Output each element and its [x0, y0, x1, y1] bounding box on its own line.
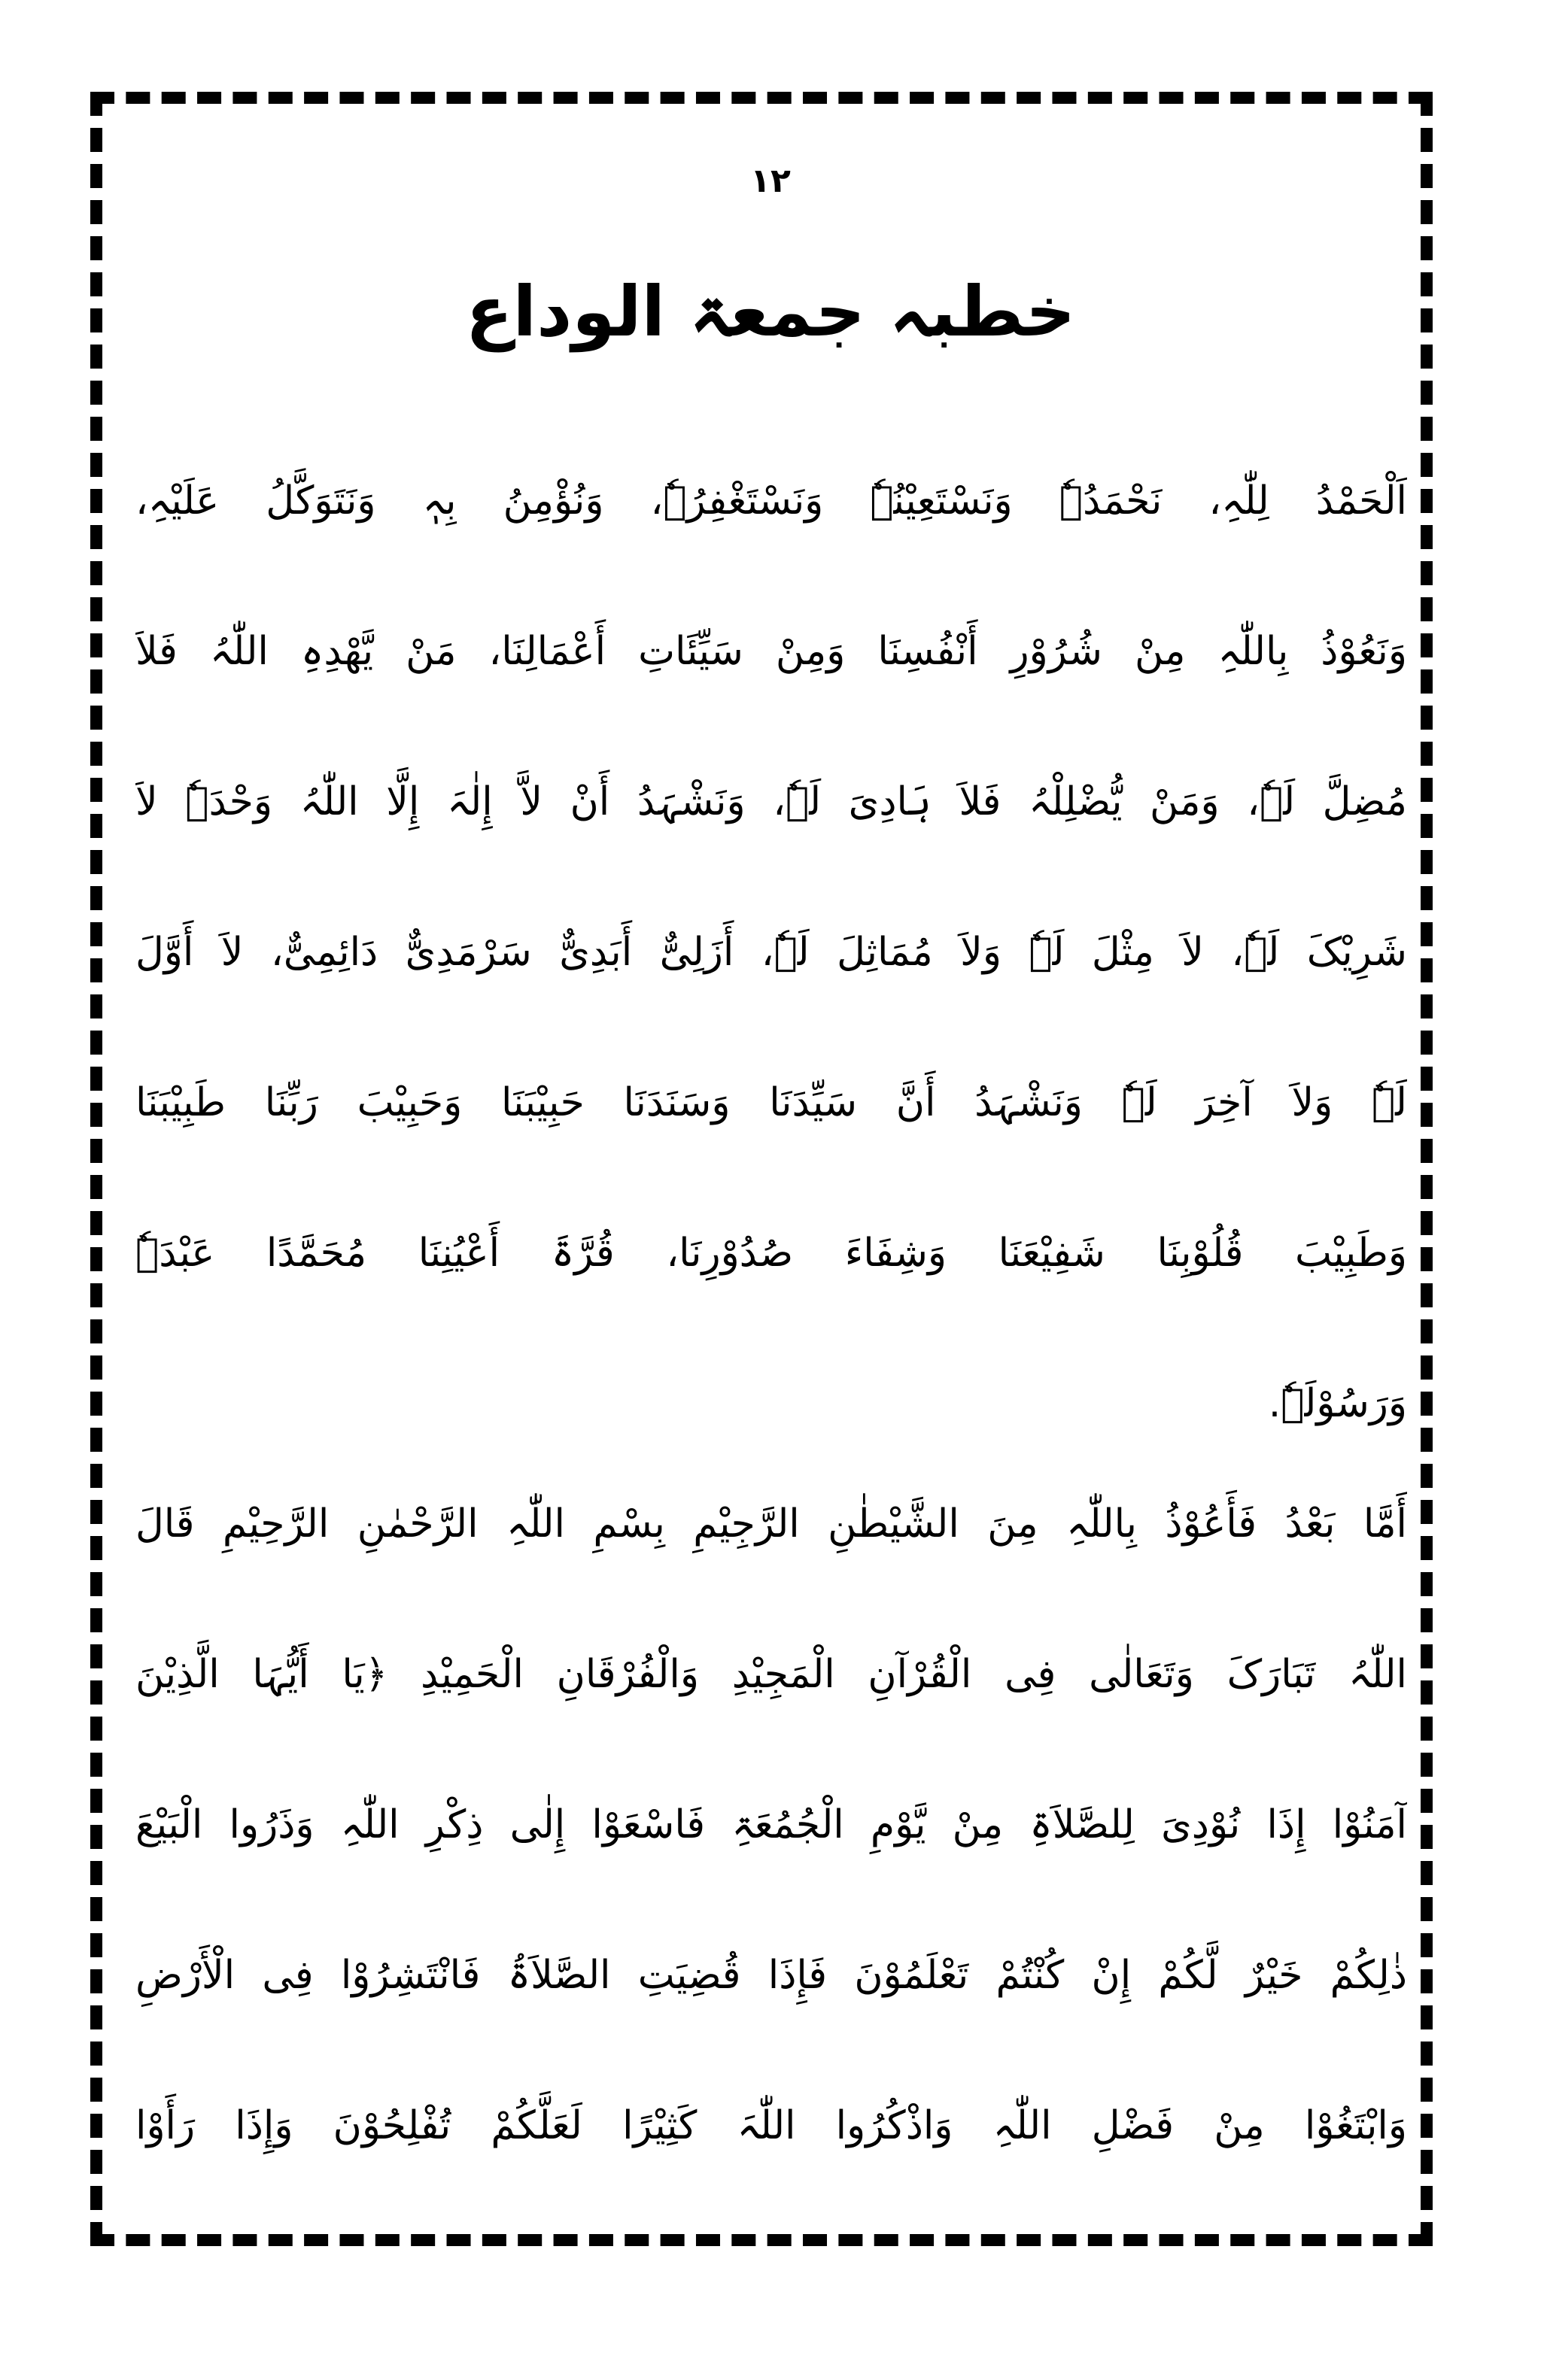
page-number: ۱۲: [750, 162, 791, 200]
paragraph-2: [135, 1449, 1407, 2201]
text-line: وَابْتَغُوْا مِنْ فَضْلِ اللّٰہِ وَاذْکُرُوا اللّٰہَ کَثِیْرًا لَعَلَّکُمْ تُفْلِحُوْنَ وَإِذَا رَأَوْا: [135, 2103, 1407, 2148]
text-line: ذٰلِکُمْ خَیْرٌ لَّکُمْ إِنْ کُنْتُمْ تَعْلَمُوْنَ فَإِذَا قُضِیَتِ الصَّلاَۃُ فَانْتَشِرُوْا فِی الْأَرْضِ: [135, 1953, 1407, 1998]
page-title: خطبہ جمعۃ الوداع: [465, 272, 1076, 352]
text-line: اللّٰہُ تَبَارَکَ وَتَعَالٰی فِی الْقُرْآنِ الْمَجِیْدِ وَالْفُرْقَانِ الْحَمِیْدِ ﴿یَا أَیُّہَا الَّذِیْنَ: [135, 1652, 1407, 1697]
text-line: وَرَسُوْلَہٗ.: [1268, 1381, 1407, 1426]
text-line: اَلْحَمْدُ لِلّٰہِ، نَحْمَدُہٗ وَنَسْتَعِیْنُہٗ وَنَسْتَغْفِرُہٗ، وَنُؤْمِنُ بِہٖ وَنَتَوَکَّلُ عَلَیْہِ،: [135, 478, 1407, 524]
text-line: آمَنُوْا إِذَا نُوْدِیَ لِلصَّلاَۃِ مِنْ یَّوْمِ الْجُمُعَۃِ فَاسْعَوْا إِلٰی ذِکْرِ اللّٰہِ وَذَرُوا الْبَیْعَ: [135, 1802, 1407, 1847]
text-line: وَطَبِیْبَ قُلُوْبِنَا شَفِیْعَنَا وَشِفَاءَ صُدُوْرِنَا، قُرَّۃَ أَعْیُنِنَا مُحَمَّدًا عَبْدَہٗ: [135, 1231, 1407, 1276]
text-line: أَمَّا بَعْدُ فَأَعُوْذُ بِاللّٰہِ مِنَ الشَّیْطٰنِ الرَّجِیْمِ بِسْمِ اللّٰہِ الرَّحْمٰنِ الرَّحِیْمِ قَالَ: [135, 1501, 1407, 1547]
text-line: وَنَعُوْذُ بِاللّٰہِ مِنْ شُرُوْرِ أَنْفُسِنَا وَمِنْ سَیِّئَاتِ أَعْمَالِنَا، مَنْ یَّهْدِہِ اللّٰہُ فَلاَ: [135, 629, 1407, 674]
paragraph-1: [135, 426, 1407, 1479]
text-line: شَرِیْکَ لَہٗ، لاَ مِثْلَ لَہٗ وَلاَ مُمَاثِلَ لَہٗ، أَزَلِیٌّ أَبَدِیٌّ سَرْمَدِیٌّ دَائِمِیٌّ، لاَ أَوَّلَ: [135, 930, 1407, 975]
text-line: مُضِلَّ لَہٗ، وَمَنْ یُّضْلِلْہُ فَلاَ ہَادِیَ لَہٗ، وَنَشْہَدُ أَنْ لاَّ إِلٰہَ إِلَّا اللّٰہُ وَحْدَہٗ لاَ: [135, 779, 1407, 824]
text-line: لَہٗ وَلاَ آخِرَ لَہٗ وَنَشْہَدُ أَنَّ سَیِّدَنَا وَسَنَدَنَا حَبِیْبَنَا وَحَبِیْبَ رَبِّنَا طَبِیْبَنَا: [135, 1080, 1407, 1125]
